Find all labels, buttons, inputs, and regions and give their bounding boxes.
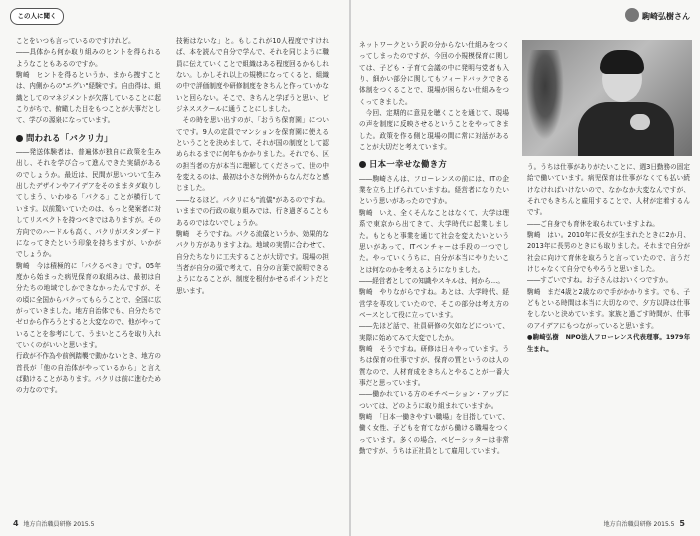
left-footer: [10, 519, 94, 528]
page-number: 5: [679, 519, 685, 528]
paragraph: 行政が不作為や前例踏襲で動かないとき、地方の首長が「他の自治体がやっているから」と言えば動けることがあります。パクリは前に進むための力なのです。: [16, 352, 161, 395]
journal-name: 地方自治職員研修 2015.5: [23, 521, 95, 528]
paragraph: ――ご自身でも育休を取られていますよね。: [527, 219, 659, 228]
paragraph: ――具体から何か取り組みのヒントを得られるようなこともあるのですか。: [16, 48, 161, 68]
paragraph: う。うちは仕事がありがたいことに、週3日勤務の固定給で働いています。病児保育は仕事がなくても払い続けなければいけないので、なかなか大変なんですが、それでもきちんと雇用することで、人材が定着するんです。: [527, 163, 690, 217]
paragraph: ――経営者としての知識やスキルは、何から…。: [359, 276, 504, 285]
paragraph: ――なるほど。パクリにも"流儀"があるのですね。いままでの行政の取り組みでは、行き過ぎることもあるのではないでしょうか。: [176, 195, 329, 227]
section-heading-parkuri: 問われる「バクリ力」: [16, 133, 161, 144]
paragraph: 駒崎 今は積極的に「パクるべき」です。05年度から始まった病児保育の取組みは、最初は自分たちの地域でしかできなかったんですが、その頃に全国からパクってもらうことで、全国に広がっていきました。地方自治体でも、自分たちでゼロから作ろうとすると大変なので、他がやっていることを参考にして、うまいところを取り入れていくのがいいと思います。: [16, 261, 161, 349]
paragraph: 駒崎 やりながらですね。あとは、大学時代、経営学を専攻していたので、そこの部分は考え方のベースとして役に立っています。: [359, 288, 509, 319]
paragraph: ――先ほど話で、社員研修の欠如などについて、実際に始めてみて大変でしたか。: [359, 322, 509, 342]
page-number: 4: [13, 519, 19, 528]
paragraph: 今回、定期的に意見を聴くことを通じて、現場の声を制度に反映させるということをやってきました。政策を作る側と現場の間に常に対話があることが大切だと考えています。: [359, 109, 509, 152]
paragraph: 駒崎 ヒントを得るというか、まから捜すことは、内側からの"エグい"経験です。自由得は、組織としてのマネジメントが欠落していることに起こりがちで、俯瞰した目をもつことが大事だとして、学びの源泉になっています。: [16, 71, 161, 125]
paragraph: ネットワークという訳の分からない仕組みをつくってしまったのですが、今回の小規模保育に関しては、子ども・子育て会議の中に発明与党者も入り、細かい部分に関してもフィードバックできる体制をつくることで、現場が困らない仕組みをつくってきました。: [359, 41, 509, 106]
paragraph: ――働かれている方のモチベーション・アップについては、どのように取り組まれていますか。: [359, 390, 509, 410]
bullet-icon: [16, 135, 23, 142]
plant-shape: [526, 50, 564, 140]
interviewee-photo: [522, 40, 692, 156]
interview-logo: この人に聞く: [10, 8, 64, 25]
portrait-icon: [625, 8, 639, 22]
right-column-1: [359, 40, 509, 505]
paragraph: ――すごいですね。お子さんはおいくつですか。: [527, 276, 673, 285]
paragraph: 駒崎 まだ4歳と2歳なので手がかかります。でも、子どもといる時間は本当に大切なので、夕方以降は仕事をしないと決めています。家族と過ごす時間が、仕事のアイデアにもつながっていると思います。: [527, 287, 690, 330]
paragraph: 駒崎 そうですね。パクる流儀というか、効果的なパクり方がありますよね。地域の実情に合わせて、自分たちなりに工夫することが大切です。現場の担当者が自分の頭で考えて、自分の言葉で説明できるようになることが、制度を根付かせるポイントだと思います。: [176, 229, 329, 295]
paragraph: 駒崎 はい。2010年に長女が生まれたときに2か月、2013年に長男のときにも取りました。それまで自分が社会に向けて育休を取ろうと言っていたので、言うだけじゃなくて自分でもやろうと思いました。: [527, 231, 690, 274]
person-hand-shape: [630, 114, 650, 130]
left-column-1: [16, 36, 161, 508]
bullet-icon: [359, 161, 366, 168]
paragraph: ――発送体験者は、普遍体が独自に政策を生み出し、それを学び合って進んできた実績があるのでしょうか。最近は、民間が思いついて生み出したデザインやアイデアをそのままタダ取りしてしまう、いわゆる「パクる」ことが横行しています。以前驚いていたのは、もっと発案者に対してリスペクトを持つべきではありますが。その方向でのハードルも高く、パクリがスタンダードになってきたという印象を持ちますが、いかがでしょうか。: [16, 148, 161, 259]
paragraph: その時を思い出すのが、「おうち保育園」についてです。9人の定員でマンションを保育園に使えるということを決めまして、それが国の制度として認められるまでに何年もかかりました。それでも、区の担当者の方が本当に理解してくださって、世の中を変えるのは、最初は小さな例外からなんだなと感じました。: [176, 116, 329, 193]
right-column-2: [527, 162, 690, 502]
journal-name: 地方自治職員研修 2015.5: [603, 521, 675, 528]
right-footer: [604, 519, 688, 528]
paragraph: 技術はないな」と。もしこれが10人程度ですければ、本を読んで自分で学んで、それを同じように職員に伝えていくことで組織はある程度回るかもしれない。しかしそれ以上の規模になってくると、組織の中で評価制度や研修制度をきちんと作っていかないと回らない。そこで、きちんと学ぼうと思い、ビジネススクールに通うことにしました。: [176, 37, 329, 114]
paragraph: ――駒崎さんは、フローレンスの前には、ITの企業を立ち上げられていますね。経営者になりたいという思いがあったのですか。: [359, 174, 509, 206]
paragraph: ことをいつも言っているのですけれど。: [16, 37, 135, 45]
section-heading-happy-work: 日本一幸せな働き方: [359, 159, 509, 170]
paragraph: 駒崎 「日本一働きやすい職場」を目指していて、働く女性、子どもを育てながら働ける職場をつくっています。多くの場合、ペビーシッターは非常勤ですが、うちは正社員として雇用しています。: [359, 413, 509, 456]
profile-footnote: ●駒崎弘樹 NPO法人フローレンス代表理事。1979年生まれ。: [527, 334, 690, 353]
left-column-2: [176, 36, 329, 508]
interviewee-tag: 駒崎弘樹さん: [625, 8, 690, 22]
person-body-shape: [578, 102, 674, 156]
person-hair-shape: [600, 50, 644, 74]
paragraph: 駒崎 そうですね。研修は日々やっています。うちは保育の仕事ですが、保育の質というのは人の質なので、人材育成をきちんとやることが一番大事だと思っています。: [359, 344, 509, 387]
right-page: [351, 0, 700, 536]
left-page: [0, 0, 349, 536]
paragraph: 駒崎 いえ、全くそんなことはなくて、大学は理系で東京から出てきて、大学時代に起業しました。もともと事業を通じて社会を変えたいという思いがあって、ITベンチャーは手段の一つでした。やっていくうちに、自分が本当にやりたいことは何なのかを考えるようになりました。: [359, 208, 509, 274]
